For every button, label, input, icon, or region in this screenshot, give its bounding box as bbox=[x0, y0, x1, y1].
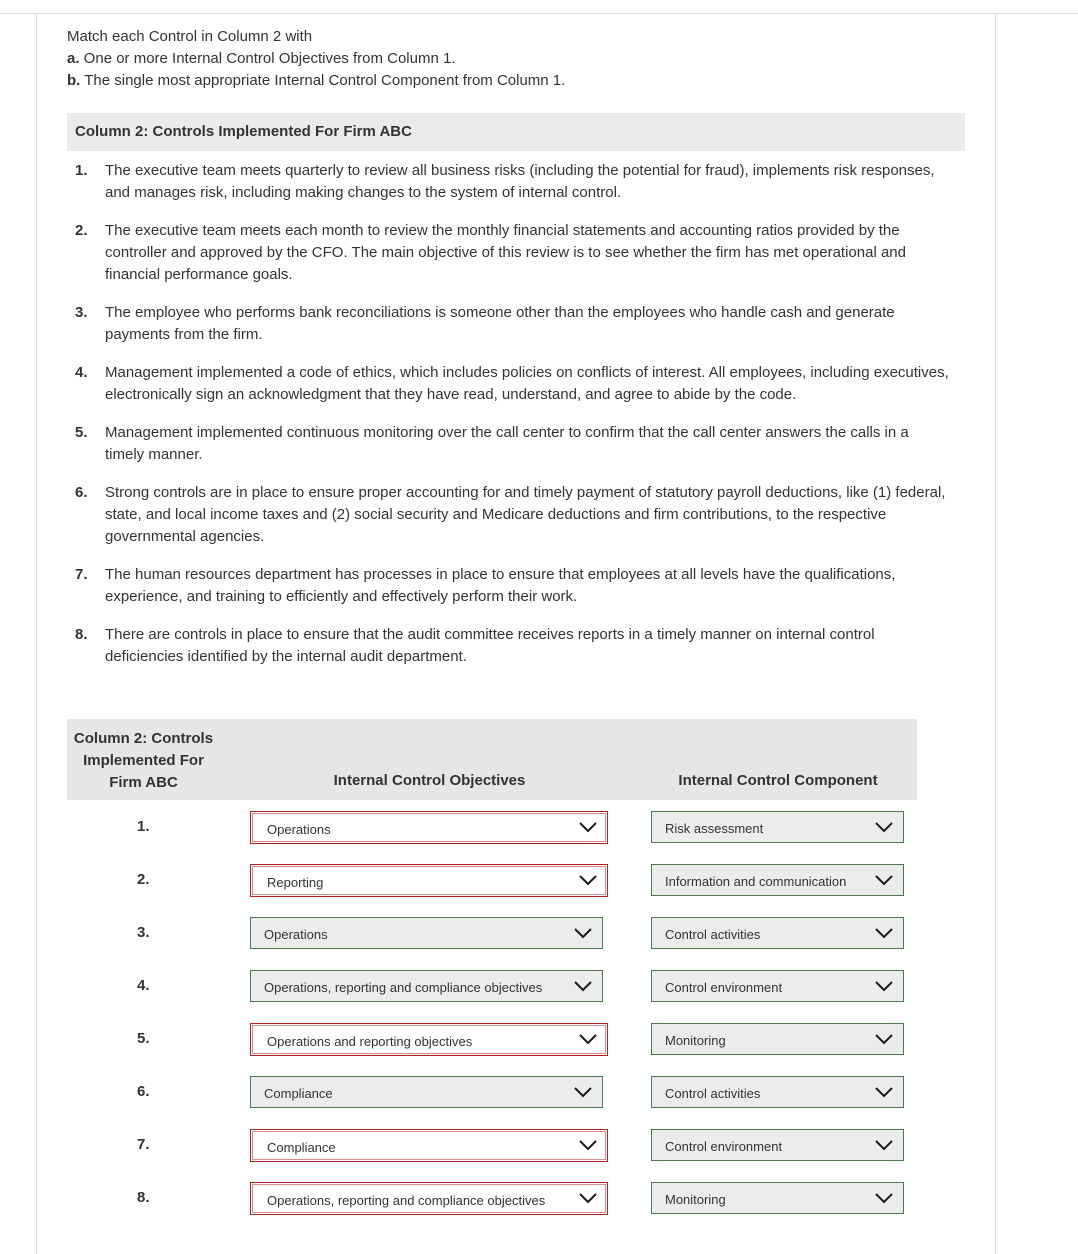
chevron-down-icon bbox=[579, 1139, 597, 1151]
component-select[interactable]: Control activities bbox=[651, 1076, 904, 1108]
component-select[interactable]: Control environment bbox=[651, 970, 904, 1002]
column-header-component: Internal Control Component bbox=[678, 772, 878, 789]
chevron-down-icon bbox=[579, 1033, 597, 1045]
row-number: 4. bbox=[137, 977, 150, 994]
component-select[interactable]: Monitoring bbox=[651, 1182, 904, 1214]
top-bar bbox=[0, 0, 1078, 14]
chevron-down-icon bbox=[875, 1192, 893, 1204]
component-select[interactable]: Monitoring bbox=[651, 1023, 904, 1055]
row-number: 3. bbox=[137, 924, 150, 941]
chevron-down-icon bbox=[875, 874, 893, 886]
chevron-down-icon bbox=[574, 980, 592, 992]
chevron-down-icon bbox=[875, 1139, 893, 1151]
chevron-down-icon bbox=[574, 1086, 592, 1098]
column-header-objectives: Internal Control Objectives bbox=[333, 772, 526, 789]
question-panel: Match each Control in Column 2 with a. One or more Internal Control Objectives from Column 1. b. The single most appropriate Internal Control Component from Column 1. Column 2: Controls Implemented For Firm ABC 1. The executive team meets quarterly to review all business risks (including the potential for fraud), implements risk responses, and manages risk, including making changes to the system of internal control. 2. The executive team meets each month to review the monthly financial statements and accounting ratios provided by the controller and approved by the CFO. The main objective of this review is to see whether the firm has met operational and financial performance goals. 3. The employee who performs bank reconciliations is someone other than the employees who handle cash and generate payments from the firm. 4. Management implemented a code of ethics, which includes policies on conflicts of interest. All employees, including executives, electronically sign an acknowledgment that they have read, understand, and agree to abide by the code. 5. Management implemented continuous monitoring over the call center to confirm that the call center answers the calls in a timely manner. 6. Strong controls are in place to ensure proper accounting for and timely payment of statutory payroll deductions, like (1) federal, state, and local income taxes and (2) social security and Medicare deductions and firm contributions, to the respective governmental agencies. 7. The human resources department has processes in place to ensure that employees at all levels have the qualifications, experience, and training to efficiently and effectively perform their work. 8. There are controls in place to ensure that the audit committee receives reports in a timely manner on internal control deficiencies identified by the internal audit department. Column 2: Controls Implemented For Firm ABC Internal Control Objectives Internal Control Component 1. Operations Risk assessment 2. Reporting Information and communication 3. Operations Control activities 4. Operations, reporting and compliance objectives Control environment 5. Operations and reporting objectives Monitoring 6. Compliance Control activities 7. Compliance Control environment 8. Operations, reporting and compliance objectives Monitoring bbox=[36, 14, 996, 1254]
chevron-down-icon bbox=[579, 874, 597, 886]
chevron-down-icon bbox=[875, 927, 893, 939]
objective-select[interactable]: Operations and reporting objectives bbox=[250, 1023, 608, 1056]
component-select[interactable]: Risk assessment bbox=[651, 811, 904, 843]
row-number: 5. bbox=[137, 1030, 150, 1047]
chevron-down-icon bbox=[579, 821, 597, 833]
row-number: 1. bbox=[137, 818, 150, 835]
component-select[interactable]: Information and communication bbox=[651, 864, 904, 896]
objective-select[interactable]: Compliance bbox=[250, 1076, 603, 1108]
column-header-controls: Column 2: Controls Implemented For Firm ABC bbox=[73, 730, 214, 791]
answer-table-header bbox=[67, 719, 917, 800]
objective-select[interactable]: Compliance bbox=[250, 1129, 608, 1162]
chevron-down-icon bbox=[574, 927, 592, 939]
row-number: 8. bbox=[137, 1189, 150, 1206]
chevron-down-icon bbox=[579, 1192, 597, 1204]
column2-header: Column 2: Controls Implemented For Firm ABC bbox=[67, 113, 965, 151]
chevron-down-icon bbox=[875, 821, 893, 833]
row-number: 2. bbox=[137, 871, 150, 888]
objective-select[interactable]: Operations, reporting and compliance objectives bbox=[250, 1182, 608, 1215]
instructions-line: Match each Control in Column 2 with bbox=[67, 28, 313, 45]
row-number: 7. bbox=[137, 1136, 150, 1153]
objective-select[interactable]: Reporting bbox=[250, 864, 608, 897]
objective-select[interactable]: Operations bbox=[250, 811, 608, 844]
instruction-b: b. The single most appropriate Internal Control Component from Column 1. bbox=[67, 72, 566, 89]
component-select[interactable]: Control environment bbox=[651, 1129, 904, 1161]
chevron-down-icon bbox=[875, 980, 893, 992]
component-select[interactable]: Control activities bbox=[651, 917, 904, 949]
instructions bbox=[67, 26, 565, 92]
chevron-down-icon bbox=[875, 1086, 893, 1098]
row-number: 6. bbox=[137, 1083, 150, 1100]
objective-select[interactable]: Operations, reporting and compliance objectives bbox=[250, 970, 603, 1002]
instruction-a: a. One or more Internal Control Objectives from Column 1. bbox=[67, 50, 456, 67]
chevron-down-icon bbox=[875, 1033, 893, 1045]
objective-select[interactable]: Operations bbox=[250, 917, 603, 949]
